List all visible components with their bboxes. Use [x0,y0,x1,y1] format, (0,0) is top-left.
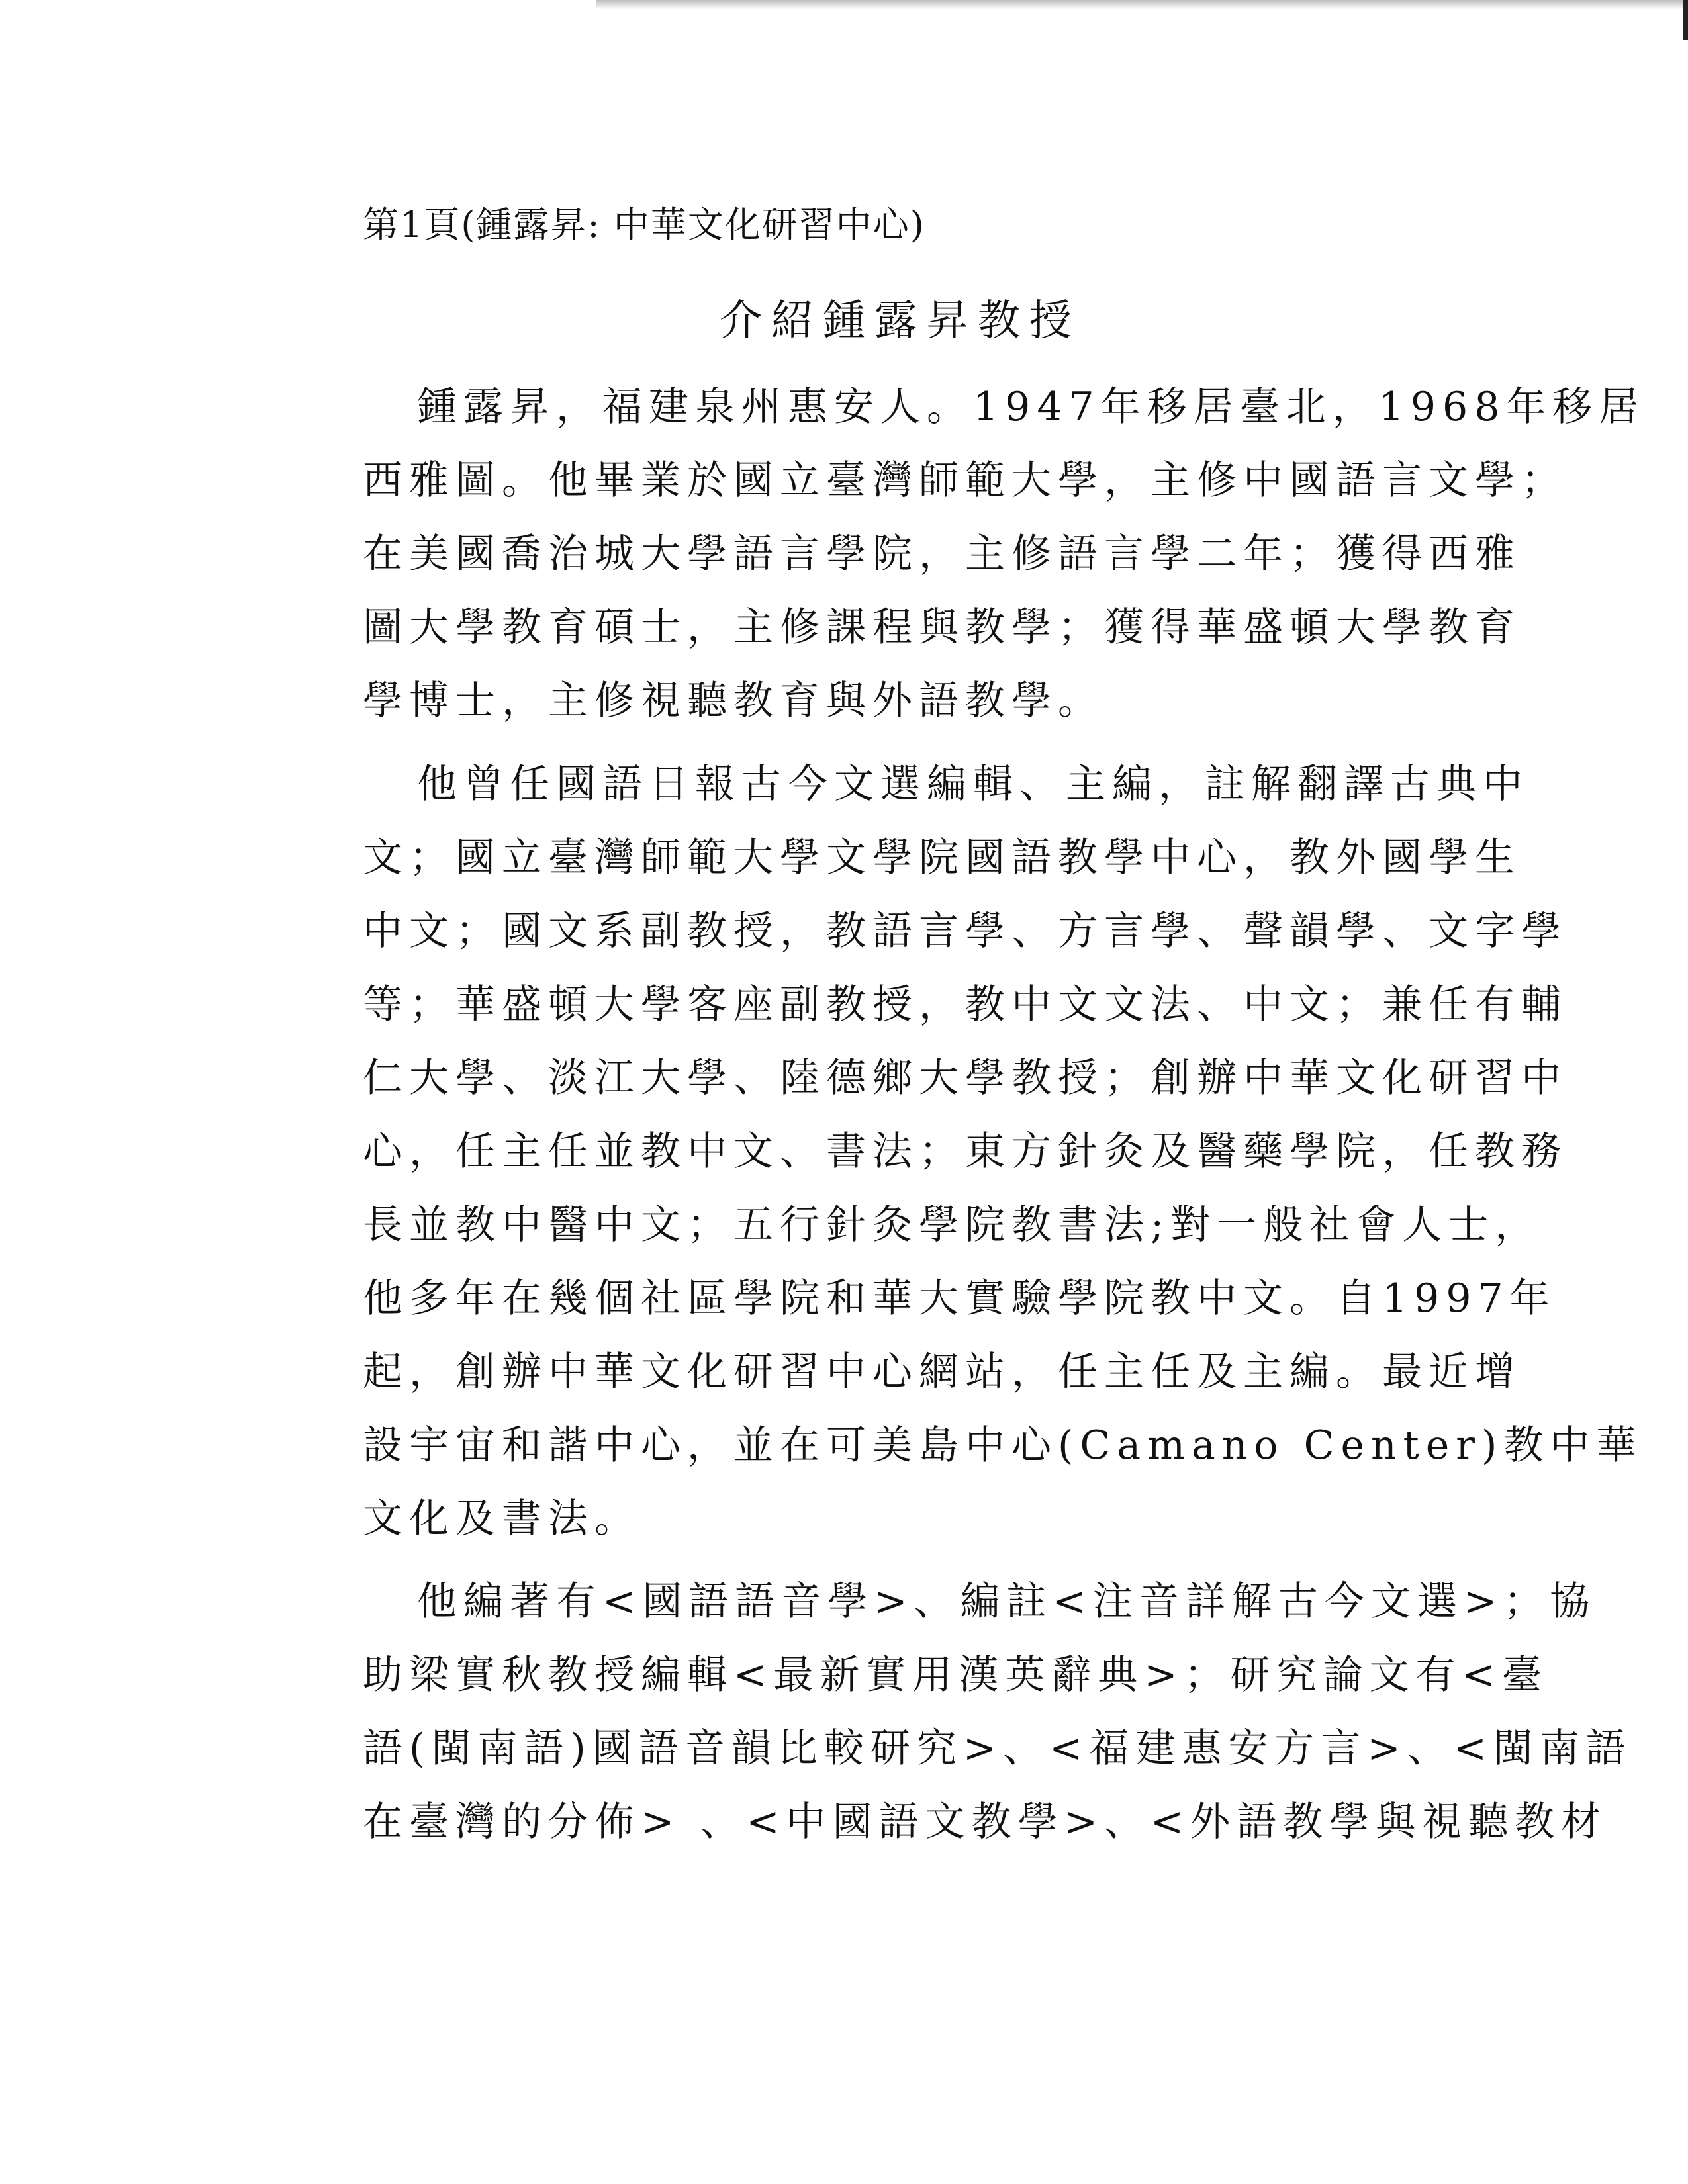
paragraph-line: 西雅圖。他畢業於國立臺灣師範大學，主修中國語言文學； [363,457,1568,504]
paragraph-line: 在臺灣的分佈> 、<中國語文教學>、<外語教學與視聽教材 [363,1799,1608,1845]
paragraph-line: 長並教中醫中文；五行針灸學院教書法;對一般社會人士， [363,1202,1542,1248]
paragraph-line: 他曾任國語日報古今文選編輯、主編，註解翻譯古典中 [417,761,1529,807]
paragraph-line: 仁大學、淡江大學、陸德鄉大學教授；創辦中華文化研習中 [363,1055,1568,1101]
scan-shadow [596,0,1688,9]
paragraph-line: 助梁實秋教授編輯<最新實用漢英辭典>；研究論文有<臺 [363,1652,1548,1698]
paragraph-line: 在美國喬治城大學語言學院，主修語言學二年；獲得西雅 [363,531,1521,577]
document-title: 介紹鍾露昇教授 [720,296,1081,345]
paragraph-3 [363,1565,1632,1859]
paragraph-line: 鍾露昇，福建泉州惠安人。1947年移居臺北，1968年移居 [417,384,1646,430]
scan-border-mark [1683,0,1688,40]
paragraph-line: 文化及書法。 [363,1496,641,1542]
paragraph-line: 學博士，主修視聽教育與外語教學。 [363,678,1104,724]
paragraph-line: 文；國立臺灣師範大學文學院國語教學中心，教外國學生 [363,835,1521,881]
paragraph-line: 他多年在幾個社區學院和華大實驗學院教中文。自1997年 [363,1275,1556,1322]
paragraph-line: 等；華盛頓大學客座副教授，教中文文法、中文；兼任有輔 [363,981,1568,1028]
paragraph-line: 中文；國文系副教授，教語言學、方言學、聲韻學、文字學 [363,908,1568,954]
paragraph-line: 設宇宙和諧中心，並在可美島中心(Camano Center)教中華 [363,1422,1643,1469]
paragraph-line: 他編著有<國語語音學>、編註<注音詳解古今文選>；協 [417,1578,1597,1625]
page-header: 第1頁(鍾露昇: 中華文化研習中心) [363,204,925,246]
paragraph-line: 語(閩南語)國語音韻比較研究>、<福建惠安方言>、<閩南語 [363,1725,1632,1772]
paragraph-line: 起，創辦中華文化研習中心網站，任主任及主編。最近增 [363,1349,1521,1395]
paragraph-1 [363,371,1646,738]
paragraph-line: 心，任主任並教中文、書法；東方針灸及醫藥學院，任教務 [363,1128,1568,1175]
paragraph-line: 圖大學教育碩士，主修課程與教學；獲得華盛頓大學教育 [363,604,1521,651]
paragraph-2 [363,748,1643,1556]
